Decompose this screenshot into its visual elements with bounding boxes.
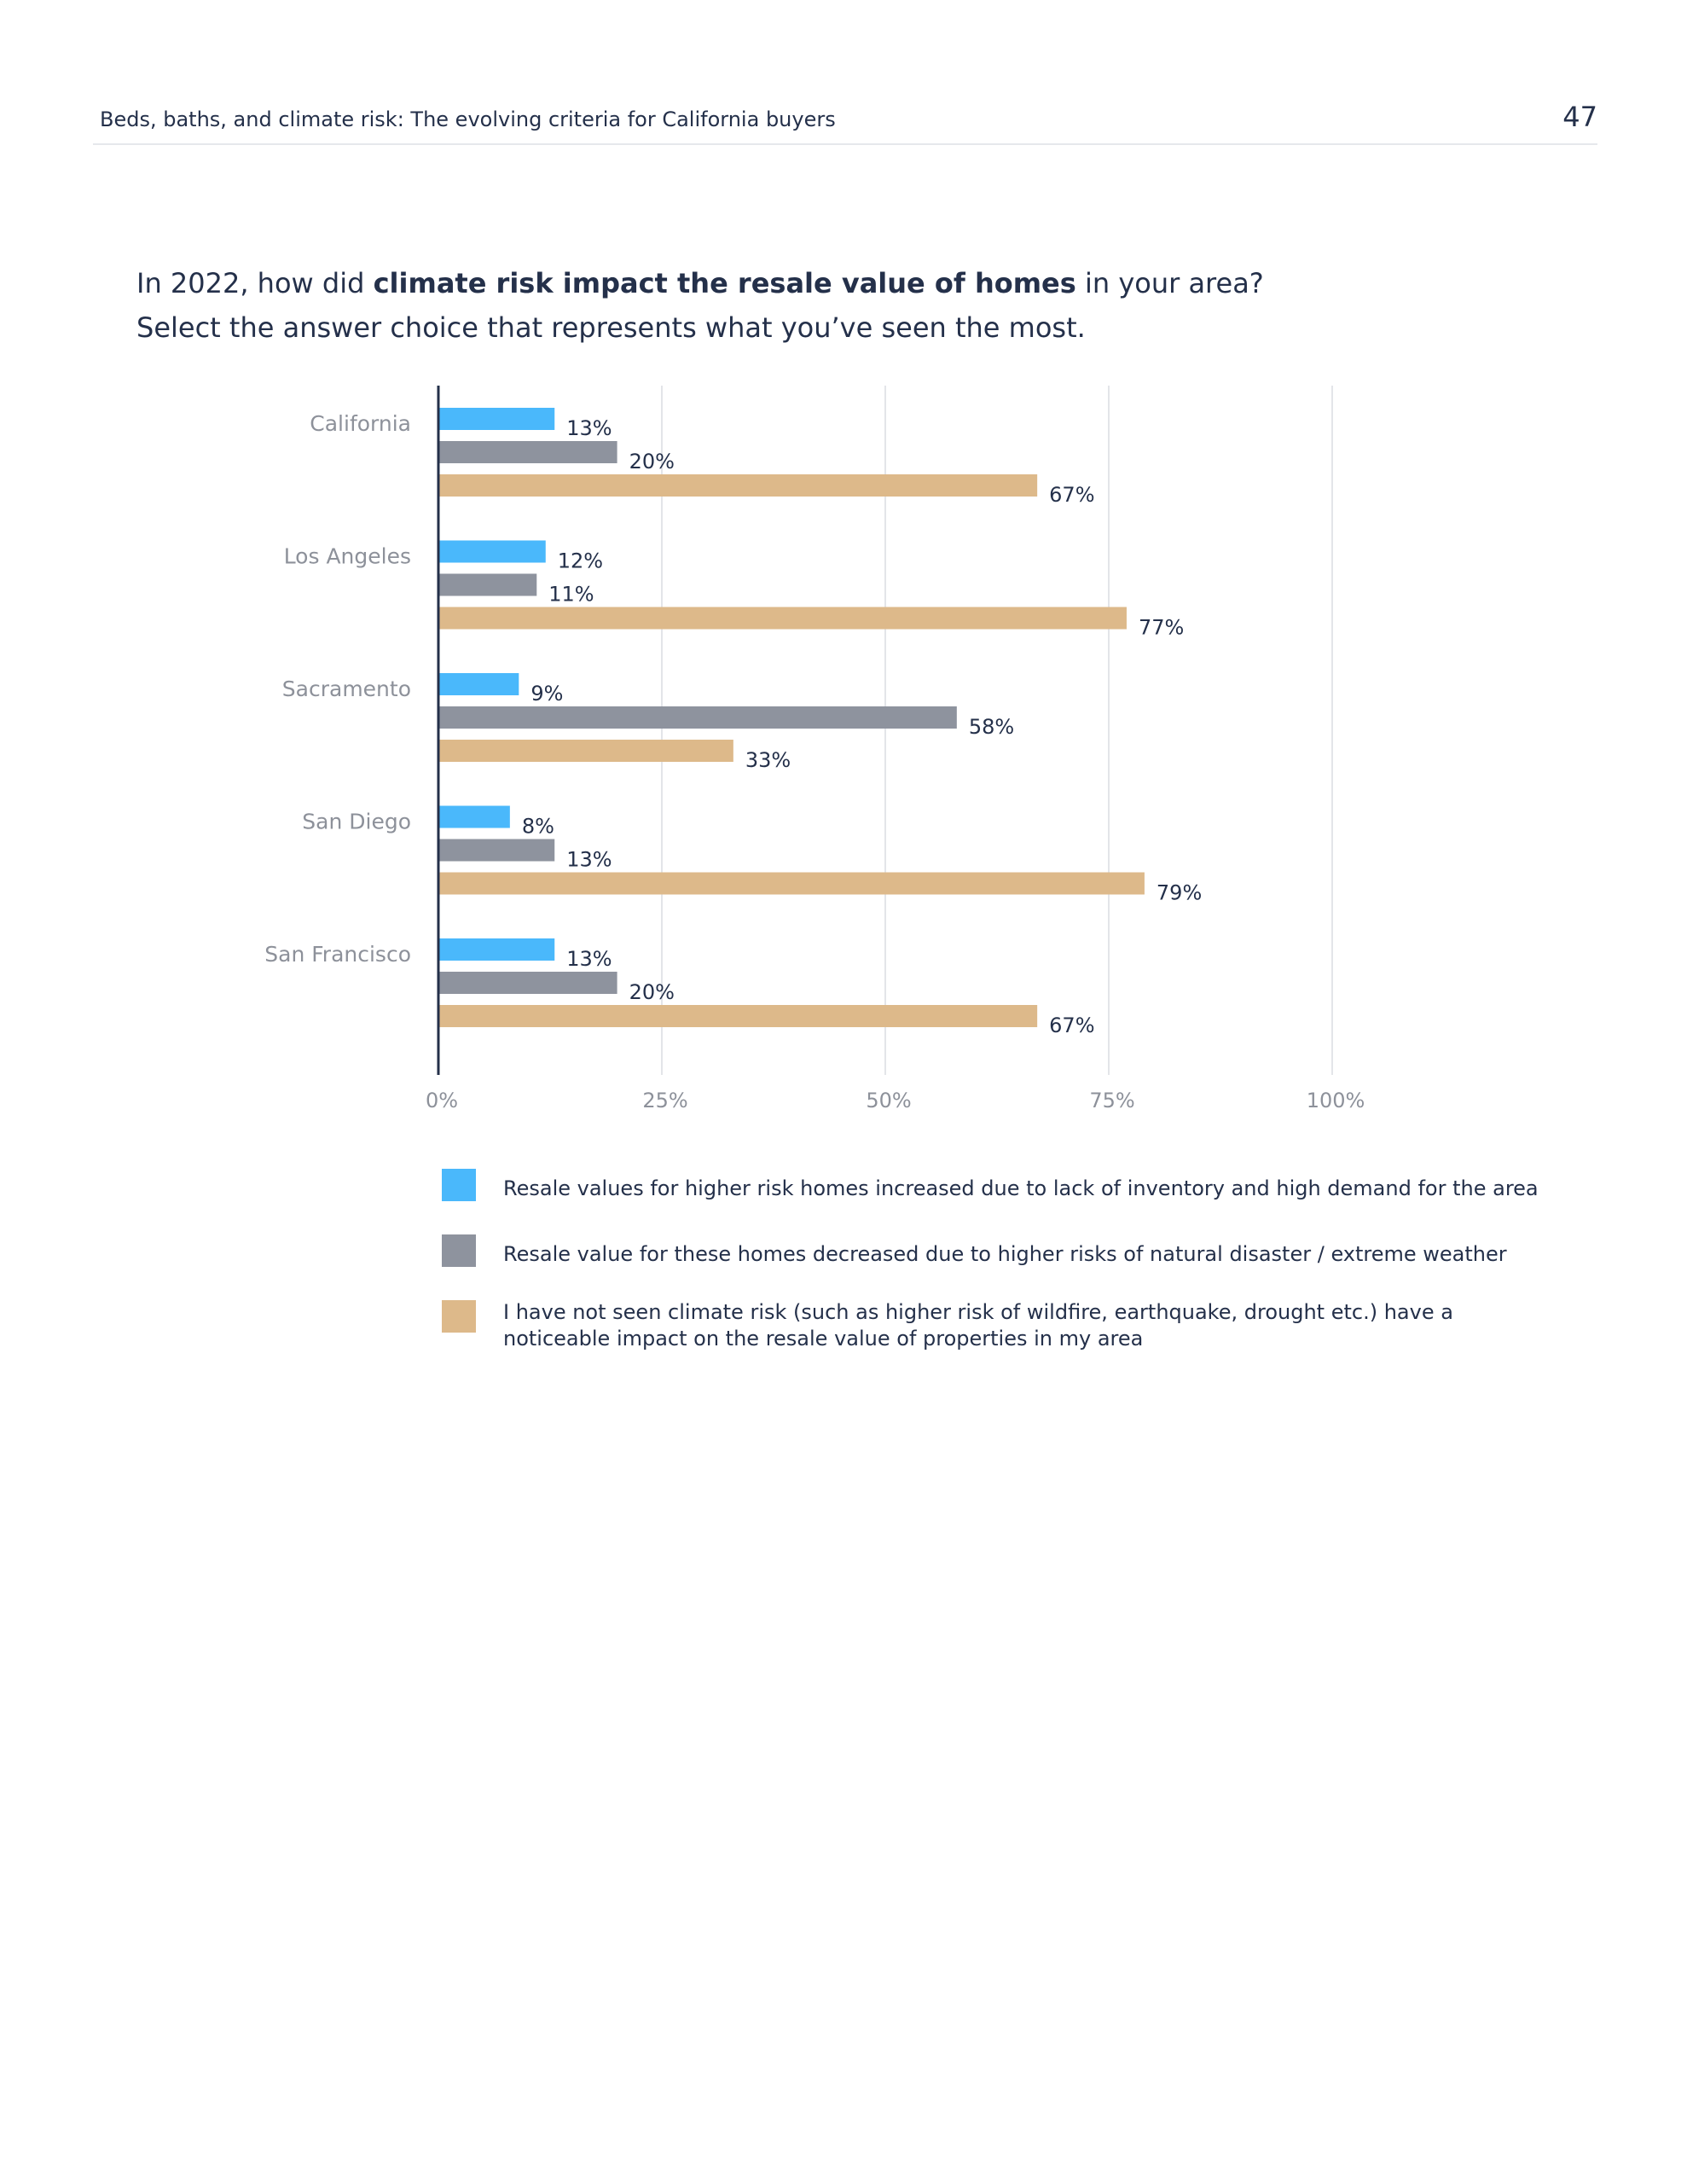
bar-increased: [438, 673, 519, 695]
bar-no-impact: [438, 873, 1145, 895]
bar-no-impact: [438, 607, 1127, 630]
bar-increased: [438, 806, 510, 828]
bar-decreased: [438, 706, 957, 729]
category-label: California: [310, 411, 411, 436]
bar-no-impact: [438, 474, 1037, 497]
data-label: 58%: [968, 715, 1015, 739]
x-tick-label: 50%: [866, 1089, 912, 1112]
data-label: 9%: [530, 682, 564, 706]
data-label: 13%: [566, 947, 612, 971]
bar-increased: [438, 408, 554, 430]
legend-swatch-no-impact: [442, 1300, 476, 1333]
legend-label-decreased: Resale value for these homes decreased due to higher risks of natural disaster / extreme weather: [503, 1242, 1507, 1266]
category-label: San Francisco: [264, 942, 411, 967]
data-label: 12%: [557, 549, 604, 573]
category-label: Sacramento: [281, 677, 411, 701]
data-label: 8%: [521, 814, 554, 839]
legend-swatch-decreased: [442, 1234, 476, 1267]
question-suffix: in your area? Select the answer choice that represents what you’ve seen the most.: [136, 267, 1264, 344]
category-label: Los Angeles: [283, 543, 411, 569]
bar-increased: [438, 938, 554, 961]
bar-decreased: [438, 839, 554, 862]
legend-label-increased: Resale values for higher risk homes increased due to lack of inventory and high demand for the area: [503, 1176, 1539, 1200]
bar-decreased: [438, 972, 617, 994]
bar-no-impact: [438, 1005, 1037, 1027]
data-label: 13%: [566, 416, 612, 440]
bar-increased: [438, 541, 546, 563]
x-tick-label: 25%: [642, 1089, 688, 1112]
x-tick-label: 75%: [1089, 1089, 1135, 1112]
x-tick-label: 100%: [1306, 1089, 1365, 1112]
x-tick-label: 0%: [425, 1089, 459, 1112]
data-label: 11%: [548, 582, 594, 607]
page-number: 47: [1562, 101, 1597, 133]
data-label: 67%: [1049, 1014, 1095, 1037]
data-label: 20%: [629, 450, 675, 473]
bar-decreased: [438, 441, 617, 463]
bar-no-impact: [438, 740, 733, 762]
question-prefix: In 2022, how did: [136, 267, 374, 299]
data-label: 79%: [1156, 880, 1203, 905]
category-label: San Diego: [302, 809, 411, 834]
data-label: 33%: [745, 748, 791, 772]
legend-label-no-impact: I have not seen climate risk (such as higher risk of wildfire, earthquake, drought etc.) have a noticeable impact on the resale value of properties in my area: [503, 1300, 1453, 1350]
question-emphasis: climate risk impact the resale value of homes: [373, 267, 1076, 299]
data-label: 77%: [1138, 615, 1185, 640]
data-label: 13%: [566, 847, 612, 872]
report-title: Beds, baths, and climate risk: The evolving criteria for California buyers: [100, 107, 836, 131]
bar-decreased: [438, 574, 536, 596]
data-label: 20%: [629, 980, 675, 1004]
legend-swatch-increased: [442, 1169, 476, 1201]
data-label: 67%: [1049, 483, 1095, 507]
